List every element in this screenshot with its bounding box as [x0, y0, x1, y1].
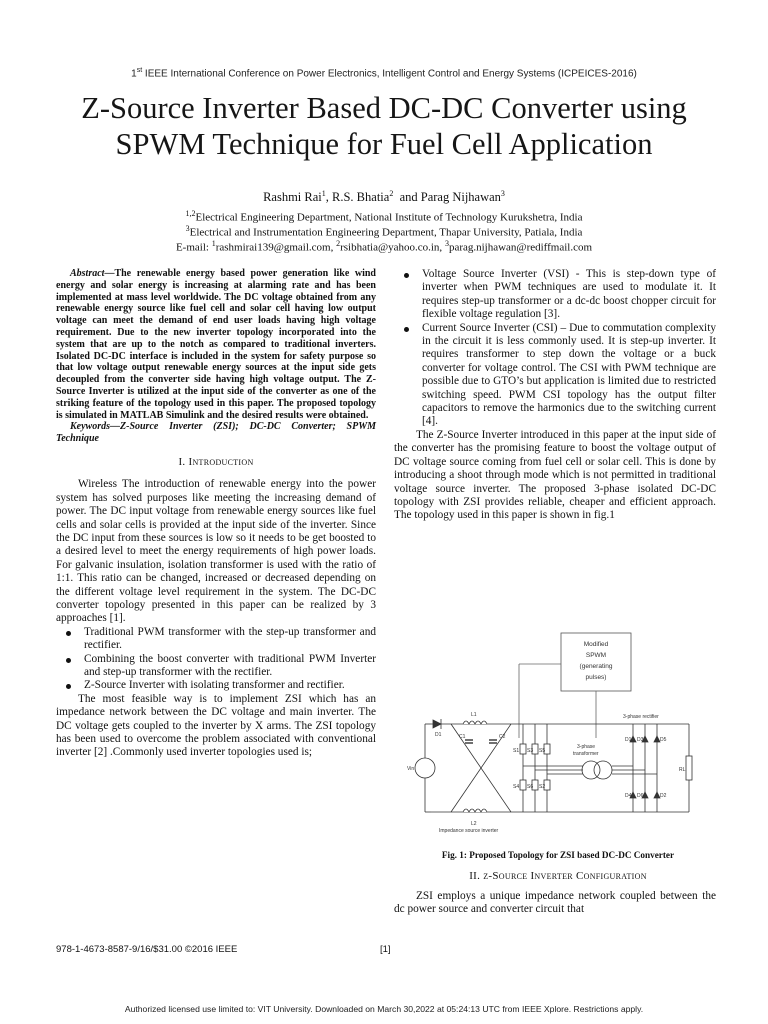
voltage-source [415, 758, 435, 778]
l2-label: L2 [471, 821, 477, 827]
rl-label: RL [679, 767, 686, 773]
rect-d2-label: D2 [660, 793, 667, 799]
license-notice: Authorized licensed use limited to: VIT University. Downloaded on March 30,2022 at 05:24:13 UTC from IEEE Xplore. Restrictions apply. [124, 1004, 644, 1014]
author-2: , R.S. Bhatia [325, 190, 390, 205]
rect-d6-label: D6 [637, 793, 644, 799]
email-1[interactable]: rashmirai139@gmail.com, [215, 241, 337, 254]
bullet-icon [404, 273, 409, 278]
d1-label: D1 [435, 732, 442, 738]
rect-d1-label: D1 [625, 737, 632, 743]
inductor-l1 [463, 721, 487, 724]
author-3-sup: 3 [500, 189, 505, 198]
isbn-footer: 978-1-4673-8587-9/16/$31.00 ©2016 IEEE [56, 944, 238, 955]
c1-label: C1 [459, 734, 466, 740]
authors [0, 189, 768, 205]
aff2-text: Electrical and Instrumentation Engineering Department, Thapar University, Patiala, India [189, 226, 583, 239]
abstract [56, 268, 376, 421]
vin-label: Vin [407, 766, 415, 772]
bullet-icon [66, 631, 71, 636]
circuit-diagram [407, 630, 698, 840]
bullet-icon [66, 658, 71, 663]
l1-label: L1 [471, 712, 477, 718]
section-2-paragraph: ZSI employs a unique impedance network coupled between the dc power source and converter circuit that [394, 890, 716, 916]
s3-label: S3 [527, 748, 534, 754]
inverter-type-list [394, 268, 716, 429]
s1-label: S1 [513, 748, 520, 754]
conf-rest: IEEE International Conference on Power Electronics, Intelligent Control and Energy Systems (ICPEICES-2016) [142, 68, 637, 80]
email-3[interactable]: parag.nijhawan@rediffmail.com [448, 241, 593, 254]
inductor-l2 [463, 809, 487, 812]
title-line-1: Z-Source Inverter Based DC-DC Converter using [81, 91, 687, 125]
bullet-text: Combining the boost converter with traditional PWM Inverter and step-up transformer with the rectifier. [84, 652, 376, 679]
email-label: E-mail: [175, 241, 212, 254]
transformer-label-2: transformer [573, 751, 599, 757]
rectifier-label: 3-phase rectifier [623, 714, 659, 720]
switch-s4 [520, 780, 526, 790]
load-resistor [686, 756, 692, 780]
title-line-2: SPWM Technique for Fuel Cell Application [115, 127, 653, 161]
intro-bullet-list [56, 626, 376, 693]
figure-caption: Fig. 1: Proposed Topology for ZSI based DC-DC Converter [441, 850, 675, 860]
section-2-heading: II. z-Source Inverter Configuration [469, 870, 647, 882]
page-number: [1] [380, 944, 391, 955]
aff1-sup: 1,2 [185, 209, 196, 218]
s4-label: S4 [513, 784, 520, 790]
section-2-body [394, 890, 716, 917]
spwm-label-4: pulses) [585, 674, 607, 681]
spwm-label-1: Modified [583, 641, 609, 648]
list-item [56, 653, 376, 680]
author-1: Rashmi Rai [263, 190, 322, 205]
keywords: Keywords—Z-Source Inverter (ZSI); DC-DC Converter; SPWM Technique [56, 421, 376, 445]
rect-d3-label: D3 [637, 737, 644, 743]
email-line [0, 237, 768, 255]
list-item [56, 626, 376, 653]
paper-title [40, 90, 728, 162]
list-item [394, 268, 716, 322]
switch-s1 [520, 744, 526, 754]
transformer-secondary [594, 761, 612, 779]
diode-d1 [433, 720, 441, 728]
author-3: and Parag Nijhawan [393, 190, 501, 205]
abstract-text: The renewable energy based power generation like wind energy and solar energy is increasing at alarming rate and has been implemented at mass level worldwide. The DC voltage obtained from any renewable energy source like fuel cell and solar cell having low output voltage can meet the demand of end user loads having high voltage requirement. Due to the new inverter topology incorporated into the system that are up to the notch as compared to traditional inverters. Isolated DC-DC interface is included in the system for safety purpose so that low voltage output renewable energy sources at the input side gets decoupled from the converter side having high voltage output. The Z-Source Inverter is utilized at the input side of the converter as one of the striking feature of the topology used in this paper. The proposed topology is simulated in MATLAB Simulink and the desired results were obtained. [56, 268, 376, 421]
conf-num: 1 [131, 68, 137, 80]
author-1-sup: 1 [321, 189, 326, 198]
c2-label: C2 [499, 734, 506, 740]
rect-d5-label: D5 [660, 737, 667, 743]
abstract-dash: — [104, 268, 115, 279]
bullet-text: Voltage Source Inverter (VSI) - This is step-down type of inverter when PWM techniques are used to modulate it. It requires step-up transformer or a dc-dc boost chopper circuit for flexible voltage regulation [3]. [422, 268, 716, 321]
list-item [394, 322, 716, 429]
transformer-label-1: 3-phase [577, 744, 596, 750]
bullet-icon [66, 684, 71, 689]
spwm-label-3: (generating [579, 663, 613, 670]
s5-label: S5 [539, 748, 546, 754]
bullet-text: Current Source Inverter (CSI) – Due to commutation complexity in the circuit it is less commonly used. It is step-up inverter. It requires transformer to step down the voltage or a buck converter for voltage control. The CSI with PWM technique are possible due to GTO’s but application is limited due to restricted switching speed. PWM CSI topology has the output filter capacitors to remove the harmonics due to the switching current [4]. [422, 321, 716, 428]
conference-header [0, 67, 768, 79]
author-2-sup: 2 [389, 189, 394, 198]
zsi-paragraph: The Z-Source Inverter introduced in this paper at the input side of the converter has the promising feature to boost the voltage output of DC voltage source coming from fuel cell or solar cell. This is done by introducing a shoot through mode which is not permitted in traditional voltage source inverter. The proposed 3-phase isolated DC-DC topology with ZSI provides reliable, cheaper and efficient approach. The topology used in this paper is shown in fig.1 [394, 428, 716, 522]
transformer-primary [582, 761, 600, 779]
list-item [56, 679, 376, 692]
left-column [56, 268, 376, 760]
aff1-text: Electrical Engineering Department, National Institute of Technology Kurukshetra, India [195, 211, 583, 224]
section-1-heading: I. Introduction [178, 455, 254, 468]
email-2[interactable]: rsibhatia@yahoo.co.in, [340, 241, 445, 254]
intro-paragraph-1: Wireless The introduction of renewable energy into the power system has solved purposes like meeting the increasing demand of power. The DC input voltage from renewable energy sources like fuel cells and solar cells is provided at the input side of the inverter. Since the DC input from these sources is low so it needs to be get boosted to a desired level to meet the energy requirements of high power loads. For galvanic insulation, isolation transformer is used with the ratio of 1:1. This ratio can be changed, increased or decreased depending on the different voltage level requirement in the system. The DC-DC converter topology presented in this paper can be realized by 3 approaches [1]. [56, 478, 376, 625]
bullet-text: Z-Source Inverter with isolating transformer and rectifier. [84, 679, 345, 692]
intro-paragraph-2: The most feasible way is to implement ZSI which has an impedance network between the DC voltage and main inverter. The DC voltage gets coupled to the inverter by X arms. The ZSI topology has been used to overcome the problem associated with conventional inverter [2] .Commonly used inverter topologies used is; [56, 692, 376, 759]
email-2-sup: 2 [336, 239, 341, 248]
aff2-sup: 3 [185, 224, 190, 233]
s2-label: S2 [539, 784, 546, 790]
bullet-icon [404, 327, 409, 332]
spwm-label-2: SPWM [585, 652, 607, 659]
bullet-text: Traditional PWM transformer with the step-up transformer and rectifier. [84, 625, 376, 652]
rect-d4-label: D4 [625, 793, 632, 799]
right-column [394, 268, 716, 523]
abstract-lead: Abstract [70, 268, 105, 279]
email-3-sup: 3 [444, 239, 449, 248]
s6-label: S6 [527, 784, 534, 790]
impedance-label: Impedance source inverter [439, 828, 499, 834]
email-1-sup: 1 [211, 239, 216, 248]
conf-sup: st [136, 67, 143, 74]
